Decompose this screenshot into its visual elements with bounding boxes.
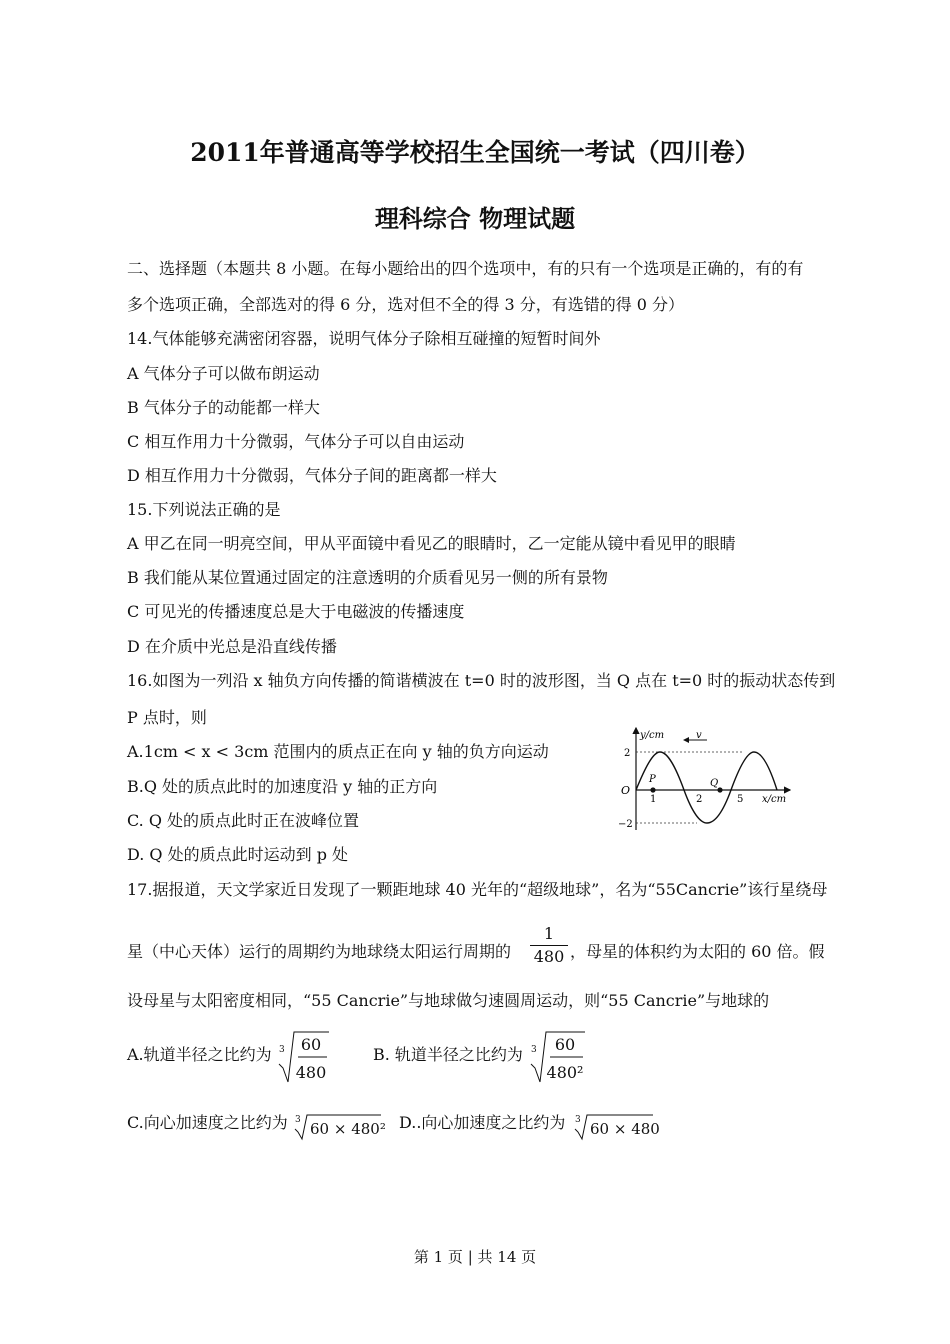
y-axis-label: y/cm	[640, 730, 665, 741]
option-a-numerator: 60	[300, 1035, 322, 1054]
page-title: 2011年普通高等学校招生全国统一考试（四川卷）	[190, 138, 760, 167]
wave-figure	[612, 722, 797, 837]
q17-line2-pre: 星（中心天体）运行的周期约为地球绕太阳运行周期的	[127, 942, 512, 961]
section-intro-line2: 多个选项正确，全部选对的得 6 分，选对但不全的得 3 分，有选错的得 0 分）	[127, 295, 685, 314]
q16-option-c: C. Q 处的质点此时正在波峰位置	[127, 811, 360, 830]
option-c-expression: 60 × 480²	[310, 1120, 386, 1138]
q16-stem-line1: 16.如图为一列沿 x 轴负方向传播的简谐横波在 t=0 时的波形图，当 Q 点在 t=0 时的振动状态传到	[127, 671, 836, 690]
q15-option-c: C 可见光的传播速度总是大于电磁波的传播速度	[127, 602, 465, 621]
y-tick-min: −2	[618, 819, 633, 830]
option-b-numerator: 60	[554, 1035, 576, 1054]
q17-option-c-label: C.向心加速度之比约为	[127, 1113, 288, 1132]
x-tick-1: 1	[650, 794, 657, 805]
q15-stem: 15.下列说法正确的是	[127, 500, 281, 519]
option-a-denominator: 480	[295, 1063, 327, 1082]
velocity-label: v	[696, 730, 702, 741]
q17-line2-post: ，母星的体积约为太阳的 60 倍。假	[570, 942, 825, 961]
q15-option-a: A 甲乙在同一明亮空间，甲从平面镜中看见乙的眼睛时，乙一定能从镜中看见甲的眼睛	[127, 534, 736, 553]
page-footer: 第 1 页 | 共 14 页	[413, 1248, 537, 1266]
x-tick-5: 5	[737, 794, 744, 805]
q16-stem-line2: P 点时，则	[127, 708, 207, 727]
period-fraction-denominator: 480	[533, 947, 565, 966]
q17-line1: 17.据报道，天文学家近日发现了一颗距地球 40 光年的“超级地球”，名为“55Cancrie”该行星绕母	[127, 880, 828, 899]
q16-option-d: D. Q 处的质点此时运动到 p 处	[127, 845, 349, 864]
option-b-denominator: 480²	[546, 1063, 584, 1082]
section-intro-line1: 二、选择题（本题共 8 小题。在每小题给出的四个选项中，有的只有一个选项是正确的，有的有	[127, 259, 804, 278]
q14-option-a: A 气体分子可以做布朗运动	[127, 364, 320, 383]
x-tick-2: 2	[696, 794, 703, 805]
q15-option-b: B 我们能从某位置通过固定的注意透明的介质看见另一侧的所有景物	[127, 568, 608, 587]
q17-option-b-label: B. 轨道半径之比约为	[373, 1045, 523, 1064]
point-p-marker	[650, 787, 655, 792]
q17-option-d-label: D..向心加速度之比约为	[399, 1113, 566, 1132]
page-subtitle: 理科综合 物理试题	[374, 204, 576, 233]
origin-label: O	[621, 784, 631, 797]
option-d-expression: 60 × 480	[590, 1120, 660, 1138]
period-fraction	[530, 924, 568, 967]
q17-line3: 设母星与太阳密度相同，“55 Cancrie”与地球做匀速圆周运动，则“55 Cancrie”与地球的	[127, 991, 770, 1010]
option-b-root-index: 3	[531, 1045, 537, 1055]
q14-stem: 14.气体能够充满密闭容器，说明气体分子除相互碰撞的短暂时间外	[127, 329, 601, 348]
period-fraction-numerator: 1	[543, 924, 555, 943]
x-axis-label: x/cm	[762, 794, 787, 805]
q15-option-d: D 在介质中光总是沿直线传播	[127, 637, 337, 656]
q14-option-c: C 相互作用力十分微弱，气体分子可以自由运动	[127, 432, 465, 451]
option-d-root-index: 3	[575, 1115, 581, 1125]
q14-option-b: B 气体分子的动能都一样大	[127, 398, 320, 417]
y-tick-max: 2	[624, 748, 631, 759]
q16-option-b: B.Q 处的质点此时的加速度沿 y 轴的正方向	[127, 777, 438, 796]
point-q-label: Q	[710, 778, 719, 789]
wave-curve	[636, 752, 777, 823]
option-a-root-index: 3	[279, 1045, 285, 1055]
point-p-label: P	[649, 774, 656, 785]
q14-option-d: D 相互作用力十分微弱，气体分子间的距离都一样大	[127, 466, 497, 485]
option-c-root-index: 3	[295, 1115, 301, 1125]
q17-option-a-label: A.轨道半径之比约为	[127, 1045, 272, 1064]
q16-option-a: A.1cm < x < 3cm 范围内的质点正在向 y 轴的负方向运动	[127, 742, 549, 761]
